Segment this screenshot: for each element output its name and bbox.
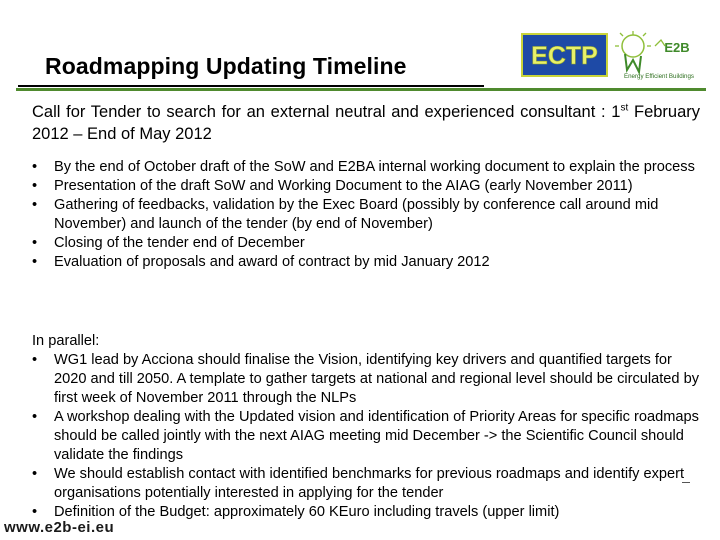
list-item-text: A workshop dealing with the Updated vision and identification of Priority Areas for specific roadmaps should be called jointly with the next AIAG meeting mid December -> the Scientific Council should validate the findings — [54, 409, 699, 463]
list-item — [32, 351, 700, 408]
bullet-icon: • — [32, 504, 38, 520]
timeline-list — [32, 158, 700, 272]
parallel-heading: In parallel: — [32, 333, 100, 349]
list-item-text: Presentation of the draft SoW and Working Document to the AIAG (early November 2011) — [54, 178, 633, 194]
list-item — [32, 158, 700, 177]
title-underline — [18, 85, 484, 87]
list-item — [32, 503, 700, 522]
e2b-logo-subtext: Energy Efficient Buildings — [623, 73, 695, 80]
list-item — [32, 253, 700, 272]
e2b-logo — [613, 30, 701, 85]
parallel-list — [32, 351, 700, 522]
bullet-icon: • — [32, 197, 38, 213]
list-item-text: Closing of the tender end of December — [54, 235, 305, 251]
bullet-icon: • — [32, 178, 38, 194]
bullet-icon: • — [32, 254, 38, 270]
intro-text-end: February 2012 – End of May 2012 — [32, 103, 701, 143]
bullet-icon: • — [32, 466, 38, 482]
ectp-logo — [521, 33, 608, 77]
e2b-logo-text: E2B — [664, 40, 690, 55]
list-item — [32, 234, 700, 253]
bullet-icon: • — [32, 159, 38, 175]
list-item-text: Definition of the Budget: approximately 60 KEuro including travels (upper limit) — [54, 504, 560, 520]
intro-text-start: Call for Tender to search for an external neutral and experienced consultant : 1 — [32, 103, 621, 121]
side-mark — [682, 482, 690, 483]
list-item-text: WG1 lead by Acciona should finalise the Vision, identifying key drivers and quantified targets for 2020 and till 2050. A template to gather targets at national and regional level should be circulated by first week of November 2011 through the NLPs — [54, 352, 699, 406]
bullet-icon: • — [32, 235, 38, 251]
list-item — [32, 465, 700, 503]
intro-superscript: st — [620, 102, 629, 114]
bullet-icon: • — [32, 352, 38, 368]
list-item-text: Gathering of feedbacks, validation by the Exec Board (possibly by conference call around mid November) and launch of the tender (by end of November) — [54, 197, 659, 232]
ectp-logo-text: ECTP — [531, 42, 598, 70]
list-item — [32, 177, 700, 196]
header-divider — [16, 88, 706, 91]
bullet-icon: • — [32, 409, 38, 425]
list-item — [32, 408, 700, 465]
website-link[interactable]: www.e2b-ei.eu — [4, 519, 115, 536]
intro-paragraph — [32, 101, 700, 145]
list-item — [32, 196, 700, 234]
page-title: Roadmapping Updating Timeline — [45, 53, 407, 79]
list-item-text: We should establish contact with identified benchmarks for previous roadmaps and identify expert organisations potentially interested in applying for the tender — [54, 466, 685, 501]
list-item-text: Evaluation of proposals and award of contract by mid January 2012 — [54, 254, 490, 270]
list-item-text: By the end of October draft of the SoW and E2BA internal working document to explain the process — [54, 159, 695, 175]
